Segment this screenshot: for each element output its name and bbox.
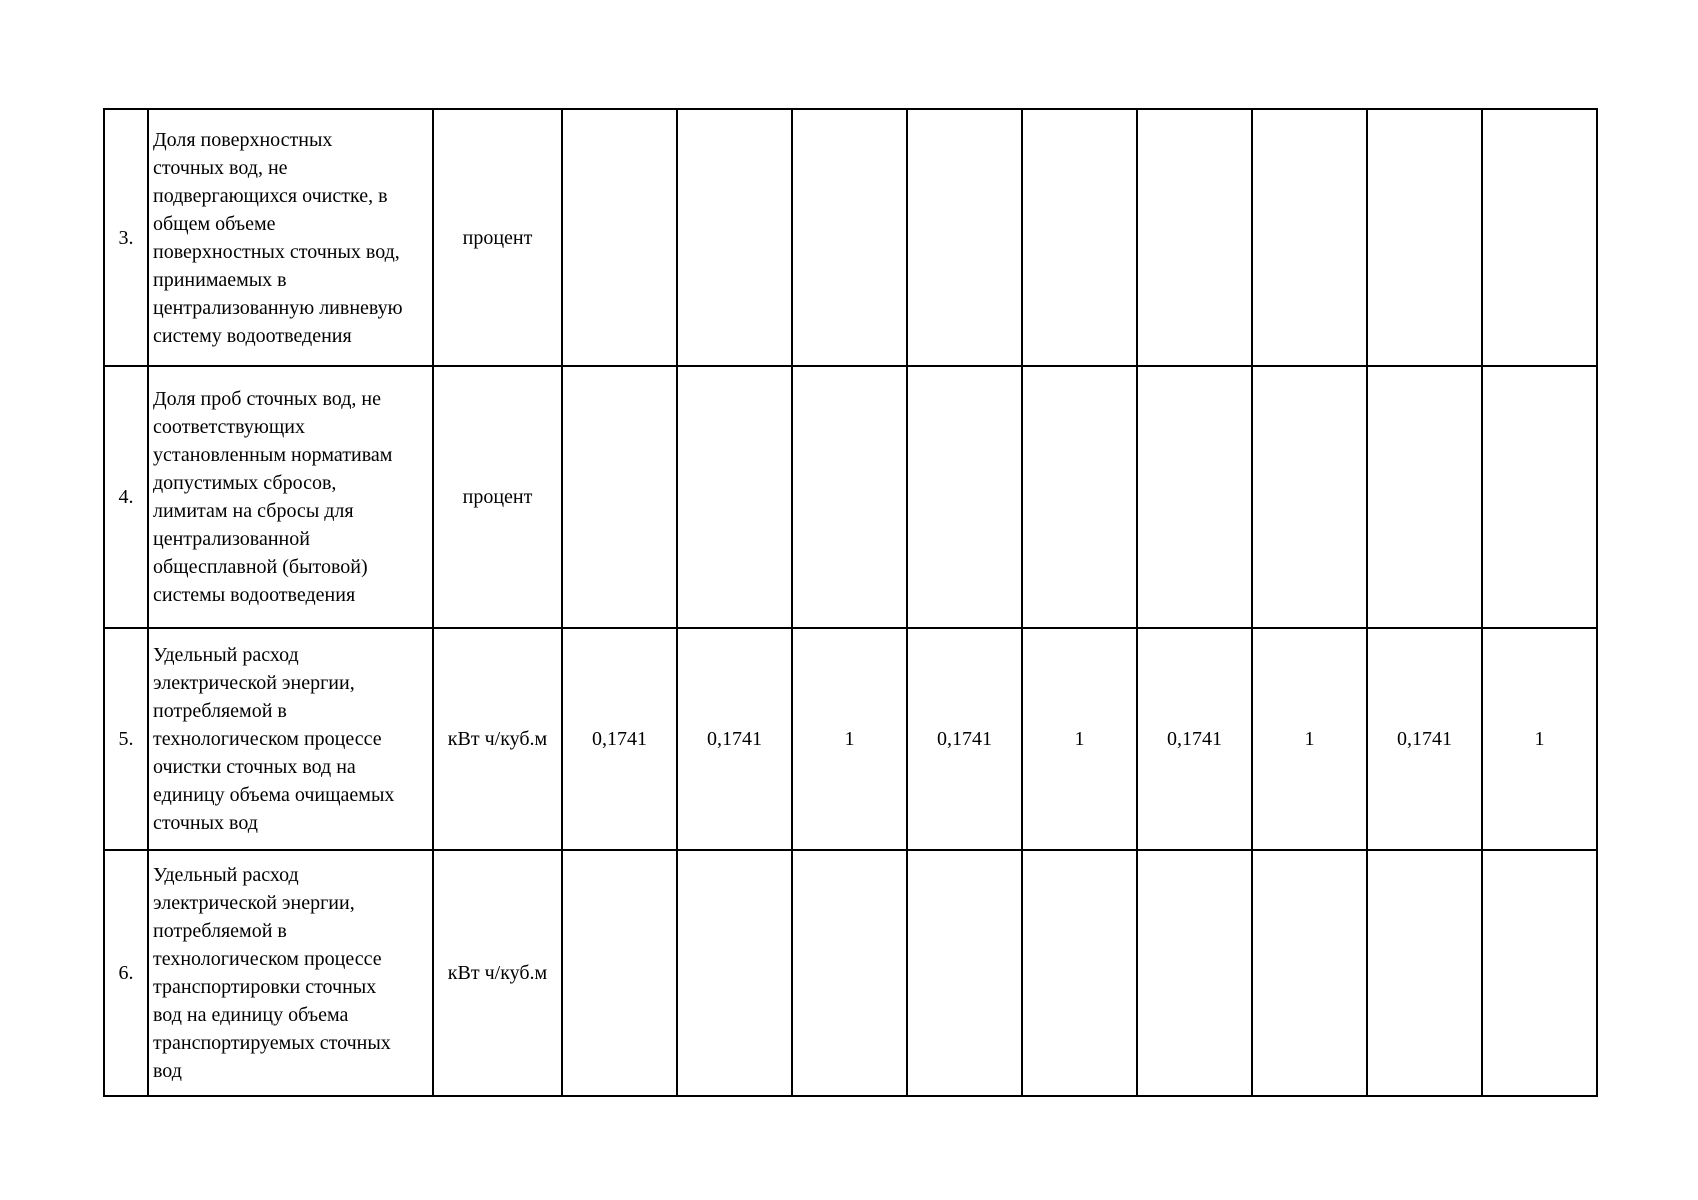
row-number: 4. <box>104 366 148 628</box>
value-cell <box>1137 109 1252 366</box>
unit-cell: кВт ч/куб.м <box>433 850 562 1096</box>
value-cell <box>1367 109 1482 366</box>
unit-cell: кВт ч/куб.м <box>433 628 562 850</box>
value-cell <box>1252 366 1367 628</box>
value-cell <box>677 366 792 628</box>
value-cell: 0,1741 <box>907 628 1022 850</box>
value-cell <box>1482 366 1597 628</box>
table-row <box>104 366 1597 628</box>
value-cell: 0,1741 <box>677 628 792 850</box>
value-cell <box>1482 850 1597 1096</box>
value-cell <box>1137 366 1252 628</box>
value-cell: 1 <box>1022 628 1137 850</box>
value-cell <box>562 109 677 366</box>
row-number: 6. <box>104 850 148 1096</box>
value-cell <box>792 366 907 628</box>
value-cell <box>1367 366 1482 628</box>
unit-cell: процент <box>433 366 562 628</box>
value-cell: 0,1741 <box>1367 628 1482 850</box>
value-cell: 1 <box>792 628 907 850</box>
unit-cell: процент <box>433 109 562 366</box>
value-cell <box>562 366 677 628</box>
value-cell <box>562 850 677 1096</box>
value-cell <box>907 109 1022 366</box>
indicator-name: Удельный расход электрической энергии, потребляемой в технологическом процессе транспортировки сточных вод на единицу объема транспортируемых сточных вод <box>148 850 433 1096</box>
value-cell <box>907 366 1022 628</box>
value-cell <box>1022 850 1137 1096</box>
value-cell <box>1137 850 1252 1096</box>
value-cell <box>677 109 792 366</box>
value-cell <box>1252 109 1367 366</box>
value-cell: 0,1741 <box>1137 628 1252 850</box>
value-cell <box>792 109 907 366</box>
indicator-name: Удельный расход электрической энергии, потребляемой в технологическом процессе очистки сточных вод на единицу объема очищаемых сточных вод <box>148 628 433 850</box>
value-cell: 0,1741 <box>562 628 677 850</box>
table-row <box>104 109 1597 366</box>
value-cell <box>792 850 907 1096</box>
indicator-name: Доля поверхностных сточных вод, не подвергающихся очистке, в общем объеме поверхностных сточных вод, принимаемых в централизованную ливневую систему водоотведения <box>148 109 433 366</box>
table-row <box>104 850 1597 1096</box>
value-cell: 1 <box>1252 628 1367 850</box>
value-cell <box>1482 109 1597 366</box>
indicator-name: Доля проб сточных вод, не соответствующих установленным нормативам допустимых сбросов, лимитам на сбросы для централизованной общесплавной (бытовой) системы водоотведения <box>148 366 433 628</box>
value-cell <box>907 850 1022 1096</box>
value-cell <box>1252 850 1367 1096</box>
value-cell <box>1367 850 1482 1096</box>
value-cell <box>677 850 792 1096</box>
row-number: 3. <box>104 109 148 366</box>
row-number: 5. <box>104 628 148 850</box>
value-cell: 1 <box>1482 628 1597 850</box>
table-row <box>104 628 1597 850</box>
value-cell <box>1022 366 1137 628</box>
value-cell <box>1022 109 1137 366</box>
indicators-table <box>103 108 1598 1097</box>
